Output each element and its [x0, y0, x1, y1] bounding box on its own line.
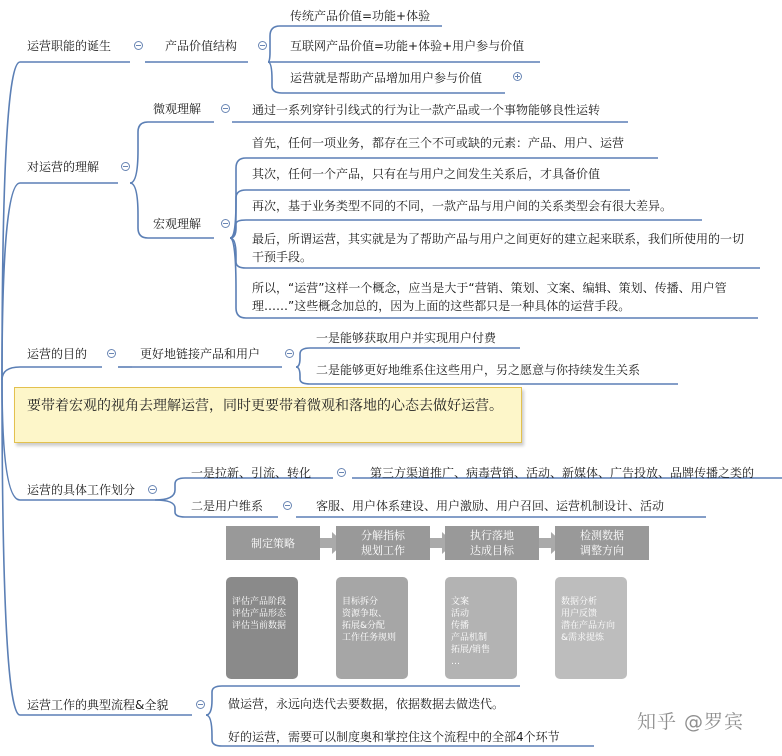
flow-detail-line: 文案 [451, 597, 470, 607]
watermark: 知乎 @罗宾 [637, 711, 745, 733]
flow-detail-line: 目标拆分 [342, 597, 379, 607]
flow-step-box[interactable] [445, 526, 539, 560]
collapse-toggle-icon[interactable] [134, 41, 143, 50]
node-ops-helps-value[interactable]: 运营就是帮助产品增加用户参与价值 [290, 71, 483, 85]
flow-step-title: 达成目标 [470, 544, 514, 557]
node-internet-value[interactable]: 互联网产品价值=功能+体验+用户参与价值 [290, 39, 525, 53]
collapse-toggle-icon[interactable] [107, 349, 116, 358]
flow-detail-line: 拓展&分配 [342, 621, 386, 631]
branch-label-understanding[interactable]: 对运营的理解 [27, 160, 100, 174]
node-iterate-data[interactable]: 做运营，永远向迭代去要数据，依据数据去做迭代。 [228, 697, 505, 711]
expand-toggle-icon[interactable] [513, 72, 522, 81]
node-macro-fifth[interactable]: 所以，“运营”这样一个概念，应当是大于“营销、策划、文案、编辑、策划、传播、用户管理……”这些概念加总的，因为上面的这些都只是一种具体的运营手段。 [252, 281, 727, 313]
flow-detail-line: … [451, 657, 460, 667]
flow-detail-line: 数据分析 [561, 597, 598, 607]
collapse-toggle-icon[interactable] [285, 349, 294, 358]
flow-detail-line: 传播 [451, 621, 470, 631]
node-acquire-users[interactable]: 一是能够获取用户并实现用户付费 [316, 331, 497, 345]
flow-step-box[interactable] [555, 526, 649, 560]
collapse-toggle-icon[interactable] [221, 104, 230, 113]
branch-label-typical-flow[interactable]: 运营工作的典型流程&全貌 [27, 698, 169, 712]
node-acquisition-detail[interactable]: 第三方渠道推广、病毒营销、活动、新媒体、广告投放、品牌传播之类的 [370, 466, 755, 480]
node-retention[interactable]: 二是用户维系 [191, 499, 264, 513]
flow-detail-line: 评估产品形态 [232, 609, 287, 619]
flow-detail-line: 资源争取、 [342, 609, 388, 619]
node-macro-second[interactable]: 其次，任何一个产品，只有在与用户之间发生关系后，才具备价值 [252, 167, 601, 181]
collapse-toggle-icon[interactable] [121, 162, 130, 171]
flow-step-box[interactable] [336, 526, 430, 560]
flow-step-title: 调整方向 [580, 544, 624, 557]
node-retention-detail[interactable]: 客服、用户体系建设、用户激励、用户召回、运营机制设计、活动 [316, 499, 665, 513]
flow-step-title: 规划工作 [361, 544, 405, 557]
collapse-toggle-icon[interactable] [283, 501, 292, 510]
node-macro-third[interactable]: 再次，基于业务类型不同的不同，一款产品与用户间的关系类型会有很大差异。 [252, 199, 673, 213]
node-traditional-value[interactable]: 传统产品价值=功能+体验 [290, 9, 431, 23]
flow-detail-line: 拓展/销售 [451, 645, 491, 655]
branch-label-ops-purpose[interactable]: 运营的目的 [27, 347, 88, 361]
note-text: 要带着宏观的视角去理解运营，同时更要带着微观和落地的心态去做好运营。 [27, 398, 503, 414]
collapse-toggle-icon[interactable] [148, 485, 157, 494]
node-product-value-structure[interactable]: 产品价值结构 [165, 39, 238, 53]
node-macro-first[interactable]: 首先，任何一项业务，都存在三个不可或缺的元素：产品、用户、运营 [252, 136, 625, 150]
flow-detail-line: 评估当前数据 [232, 621, 287, 631]
flow-step-detail[interactable] [555, 577, 627, 679]
collapse-toggle-icon[interactable] [337, 468, 346, 477]
flow-detail-line: 评估产品阶段 [232, 597, 287, 607]
flow-step-title: 制定策略 [251, 536, 295, 550]
branch-label-work-division[interactable]: 运营的具体工作划分 [27, 483, 136, 497]
flow-detail-line: 潜在产品方向 [561, 621, 616, 631]
collapse-toggle-icon[interactable] [196, 700, 205, 709]
flow-detail-line: 产品机制 [451, 633, 488, 643]
node-retain-users[interactable]: 二是能够更好地维系住这些用户，另之愿意与你持续发生关系 [316, 363, 641, 377]
node-acquisition[interactable]: 一是拉新、引流、转化 [191, 466, 312, 480]
node-micro-understanding[interactable]: 微观理解 [153, 102, 202, 116]
node-good-ops[interactable]: 好的运营，需要可以制度奥和掌控住这个流程中的全部4个环节 [228, 730, 560, 744]
branch-label-ops-origin[interactable]: 运营职能的诞生 [27, 39, 112, 53]
flow-step-detail[interactable] [226, 577, 298, 679]
flow-step-title: 检测数据 [580, 529, 624, 542]
flow-detail-line: &需求提炼 [561, 633, 605, 643]
node-macro-fourth[interactable]: 最后，所谓运营，其实就是为了帮助产品与用户之间更好的建立起来联系，我们所使用的一切干预手段。 [252, 232, 745, 264]
flow-detail-line: 活动 [451, 609, 470, 619]
node-micro-text[interactable]: 通过一系列穿针引线式的行为让一款产品或一个事物能够良性运转 [252, 103, 601, 117]
node-macro-understanding[interactable]: 宏观理解 [153, 217, 202, 231]
flow-step-box[interactable] [226, 526, 320, 560]
flow-detail-line: 用户反馈 [561, 609, 598, 619]
flow-step-title: 执行落地 [470, 529, 514, 542]
flow-step-title: 分解指标 [361, 529, 405, 542]
collapse-toggle-icon[interactable] [258, 41, 267, 50]
sticky-note[interactable] [14, 387, 522, 443]
flow-step-detail[interactable] [336, 577, 408, 679]
flow-step-detail[interactable] [445, 577, 517, 679]
node-better-link[interactable]: 更好地链接产品和用户 [140, 347, 261, 361]
collapse-toggle-icon[interactable] [221, 219, 230, 228]
flow-detail-line: 工作任务规则 [342, 633, 397, 643]
